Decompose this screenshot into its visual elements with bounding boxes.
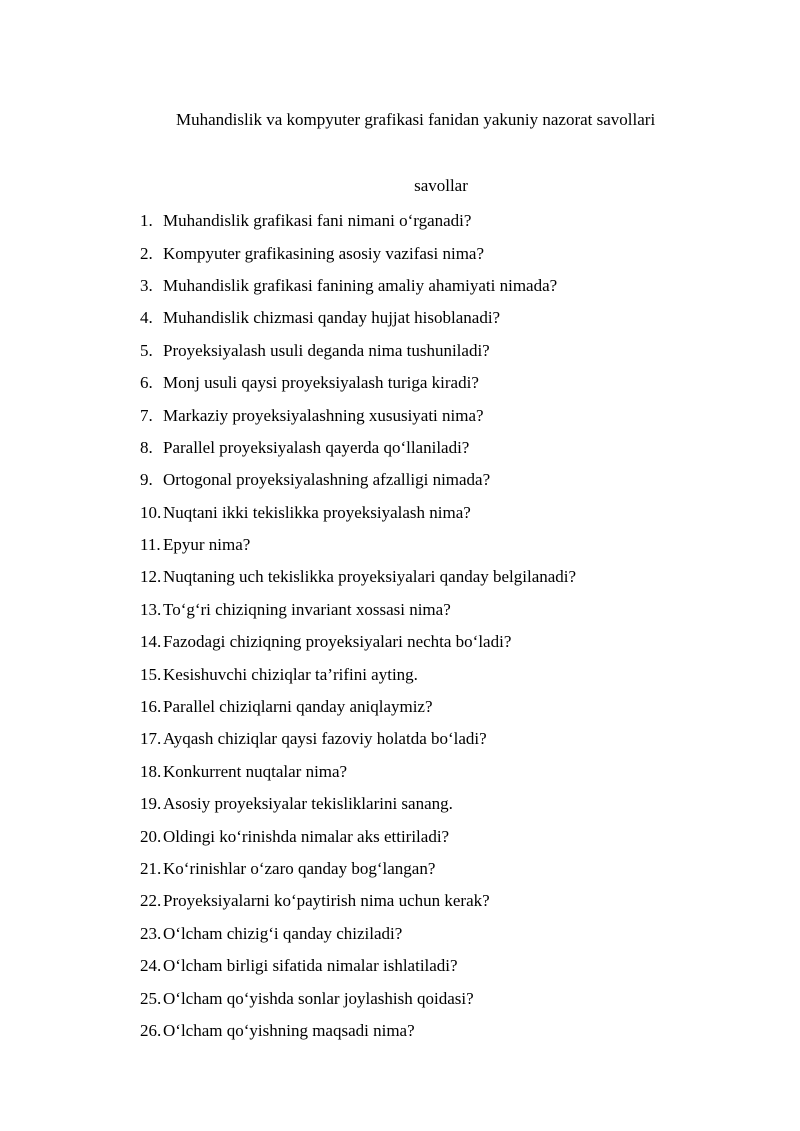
- question-item: [140, 658, 780, 690]
- question-item: [140, 399, 780, 431]
- question-text: Fazodagi chiziqning proyeksiyalari nechta bo‘ladi?: [163, 632, 512, 652]
- question-item: [140, 497, 780, 529]
- question-item: [140, 367, 780, 399]
- question-text: Markaziy proyeksiyalashning xususiyati nima?: [163, 405, 484, 425]
- question-item: [140, 561, 780, 593]
- question-text: Asosiy proyeksiyalar tekisliklarini sanang.: [163, 794, 453, 814]
- question-number: 24.: [140, 956, 162, 976]
- question-number: 2.: [140, 243, 153, 263]
- question-item: [140, 270, 780, 302]
- question-number: 12.: [140, 567, 162, 587]
- question-number: 26.: [140, 1020, 162, 1040]
- question-number: 6.: [140, 373, 153, 393]
- question-item: [140, 335, 780, 367]
- question-text: Kompyuter grafikasining asosiy vazifasi nima?: [163, 243, 485, 263]
- question-number: 18.: [140, 761, 162, 781]
- question-item: [140, 723, 780, 755]
- question-text: Nuqtaning uch tekislikka proyeksiyalari qanday belgilanadi?: [163, 567, 577, 587]
- question-text: O‘lcham qo‘yishda sonlar joylashish qoidasi?: [163, 988, 474, 1008]
- question-item: [140, 626, 780, 658]
- question-number: 13.: [140, 599, 162, 619]
- question-number: 7.: [140, 405, 153, 425]
- question-number: 11.: [140, 535, 161, 555]
- question-item: [140, 982, 780, 1014]
- question-item: [140, 302, 780, 334]
- question-item: [140, 950, 780, 982]
- question-number: 1.: [140, 211, 153, 231]
- question-item: [140, 594, 780, 626]
- question-number: 3.: [140, 275, 153, 295]
- question-text: Monj usuli qaysi proyeksiyalash turiga kiradi?: [163, 373, 479, 393]
- question-text: Muhandislik chizmasi qanday hujjat hisoblanadi?: [163, 308, 501, 328]
- question-number: 16.: [140, 697, 162, 717]
- question-list: [140, 205, 780, 1047]
- question-text: Epyur nima?: [163, 535, 251, 555]
- question-text: Konkurrent nuqtalar nima?: [163, 761, 348, 781]
- question-text: Ortogonal proyeksiyalashning afzalligi nimada?: [163, 470, 491, 490]
- question-number: 17.: [140, 729, 162, 749]
- question-number: 21.: [140, 859, 162, 878]
- question-item: [140, 788, 780, 820]
- question-text: Kesishuvchi chiziqlar ta’rifini ayting.: [163, 664, 418, 684]
- question-text: To‘g‘ri chiziqning invariant xossasi nima?: [163, 599, 451, 619]
- question-item: [140, 529, 780, 561]
- question-item: [140, 464, 780, 496]
- question-item: [140, 205, 780, 237]
- question-number: 20.: [140, 826, 162, 846]
- question-number: 4.: [140, 308, 153, 328]
- question-number: 15.: [140, 664, 162, 684]
- question-number: 19.: [140, 794, 162, 814]
- question-item: [140, 1015, 780, 1047]
- question-item: [140, 918, 780, 950]
- question-number: 23.: [140, 923, 162, 943]
- question-item: [140, 853, 780, 885]
- question-text: O‘lcham qo‘yishning maqsadi nima?: [163, 1020, 415, 1040]
- question-text: Parallel proyeksiyalash qayerda qo‘llaniladi?: [163, 437, 470, 457]
- question-text: O‘lcham chizig‘i qanday chiziladi?: [163, 923, 403, 943]
- question-text: Proyeksiyalarni ko‘paytirish nima uchun kerak?: [163, 891, 490, 911]
- question-number: 8.: [140, 437, 153, 457]
- question-text: Muhandislik grafikasi fani nimani o‘rganadi?: [163, 211, 472, 231]
- question-item: [140, 237, 780, 269]
- question-item: [140, 432, 780, 464]
- question-item: [140, 691, 780, 723]
- question-text: Ko‘rinishlar o‘zaro qanday bog‘langan?: [163, 859, 436, 878]
- document-title: Muhandislik va kompyuter grafikasi fanidan yakuniy nazorat savollari: [176, 110, 656, 129]
- question-text: Ayqash chiziqlar qaysi fazoviy holatda bo‘ladi?: [163, 729, 487, 749]
- question-item: [140, 756, 780, 788]
- question-number: 10.: [140, 502, 162, 522]
- question-item: [140, 820, 780, 852]
- question-text: Nuqtani ikki tekislikka proyeksiyalash nima?: [163, 502, 471, 522]
- section-heading: savollar: [414, 176, 468, 195]
- question-text: Oldingi ko‘rinishda nimalar aks ettiriladi?: [163, 826, 450, 846]
- question-text: Parallel chiziqlarni qanday aniqlaymiz?: [163, 697, 433, 717]
- question-number: 5.: [140, 340, 153, 360]
- question-number: 14.: [140, 632, 162, 652]
- question-text: Muhandislik grafikasi fanining amaliy ahamiyati nimada?: [163, 275, 558, 295]
- question-number: 22.: [140, 891, 162, 911]
- question-number: 25.: [140, 988, 162, 1008]
- question-text: O‘lcham birligi sifatida nimalar ishlatiladi?: [163, 956, 458, 976]
- question-item: [140, 885, 780, 917]
- question-number: 9.: [140, 470, 153, 490]
- question-text: Proyeksiyalash usuli deganda nima tushuniladi?: [163, 340, 490, 360]
